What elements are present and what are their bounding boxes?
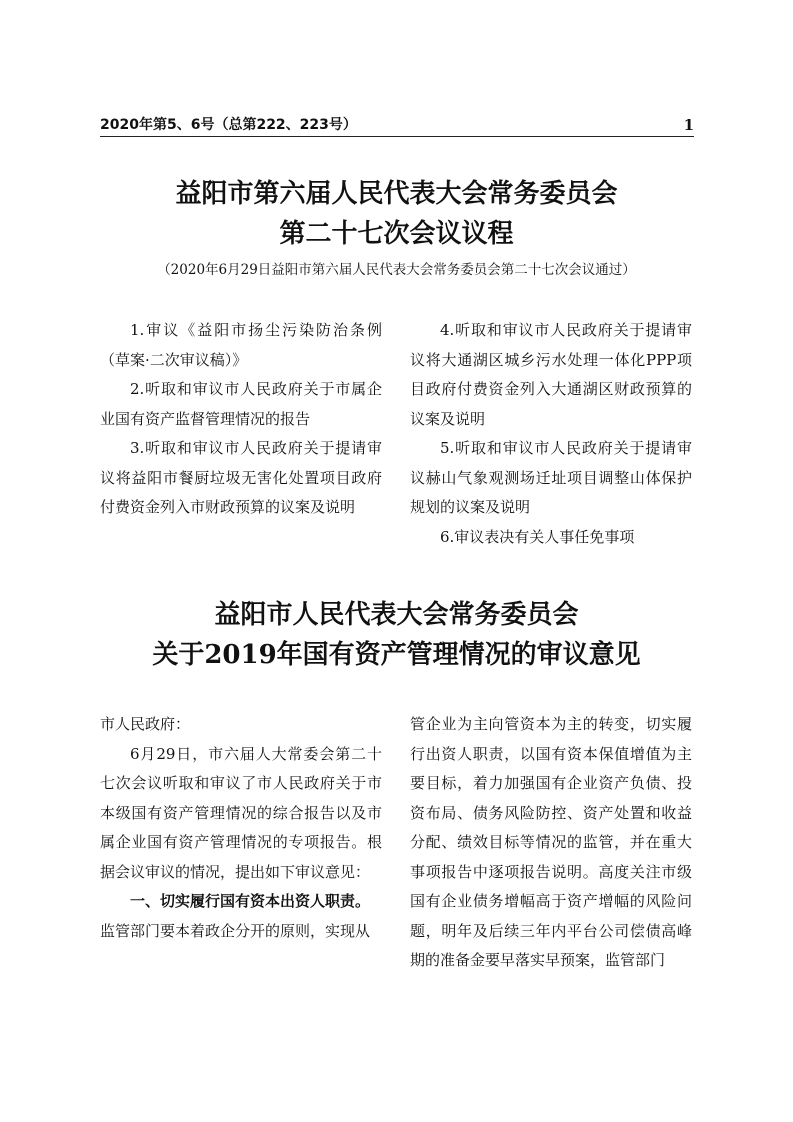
section-1-heading: 一、切实履行国有资本出资人职责。 <box>130 892 371 910</box>
agenda-column-left <box>100 316 382 523</box>
agenda-item: 6.审议表决有关人事任免事项 <box>440 527 635 546</box>
agenda-title <box>0 174 793 254</box>
intro-paragraph: 6月29日，市六届人大常委会第二十七次会议听取和审议了市人民政府关于市本级国有资产管理情况的综合报告以及市属企业国有资产管理情况的专项报告。根据会议审议的情况，提出如下审议意见： <box>100 744 382 881</box>
section-1-text: 监管部门要本着政企分开的原则，实现从 <box>100 921 371 940</box>
agenda-item: 1.审议《益阳市扬尘污染防治条例（草案·二次审议稿）》 <box>100 321 382 369</box>
opinion-column-left <box>100 710 382 946</box>
section-1-continuation: 管企业为主向管资本为主的转变，切实履行出资人职责，以国有资本保值增值为主要目标，着力加强国有企业资产负债、投资布局、债务风险防控、资产处置和收益分配、绩效目标等情况的监管，并在重大事项报告中逐项报告说明。高度关注市级国有企业债务增幅高于资产增幅的风险问题，明年及后续三年内平台公司偿债高峰期的准备金要早落实早预案，监管部门 <box>410 715 692 969</box>
opinion-column-right <box>410 710 692 976</box>
agenda-subtitle: （2020年6月29日益阳市第六届人民代表大会常务委员会第二十七次会议通过） <box>157 262 636 278</box>
page-number: 1 <box>683 116 694 134</box>
page-header <box>100 114 694 137</box>
opinion-title-line1: 益阳市人民代表大会常务委员会 <box>214 600 579 630</box>
agenda-item: 4.听取和审议市人民政府关于提请审议将大通湖区城乡污水处理一体化PPP项目政府付费资金列入大通湖区财政预算的议案及说明 <box>410 321 692 428</box>
agenda-title-line1: 益阳市第六届人民代表大会常务委员会 <box>175 179 618 209</box>
issue-label: 2020年第5、6号（总第222、223号） <box>100 117 357 133</box>
opinion-title <box>0 595 793 675</box>
agenda-column-right <box>410 316 692 552</box>
opinion-title-line2: 关于2019年国有资产管理情况的审议意见 <box>152 640 641 670</box>
agenda-title-line2: 第二十七次会议议程 <box>279 219 514 249</box>
salutation: 市人民政府： <box>100 715 191 733</box>
agenda-item: 5.听取和审议市人民政府关于提请审议赫山气象观测场迁址项目调整山体保护规划的议案及说明 <box>410 439 692 516</box>
agenda-item: 2.听取和审议市人民政府关于市属企业国有资产监督管理情况的报告 <box>100 380 382 428</box>
agenda-item: 3.听取和审议市人民政府关于提请审议将益阳市餐厨垃圾无害化处置项目政府付费资金列入市财政预算的议案及说明 <box>100 439 382 516</box>
